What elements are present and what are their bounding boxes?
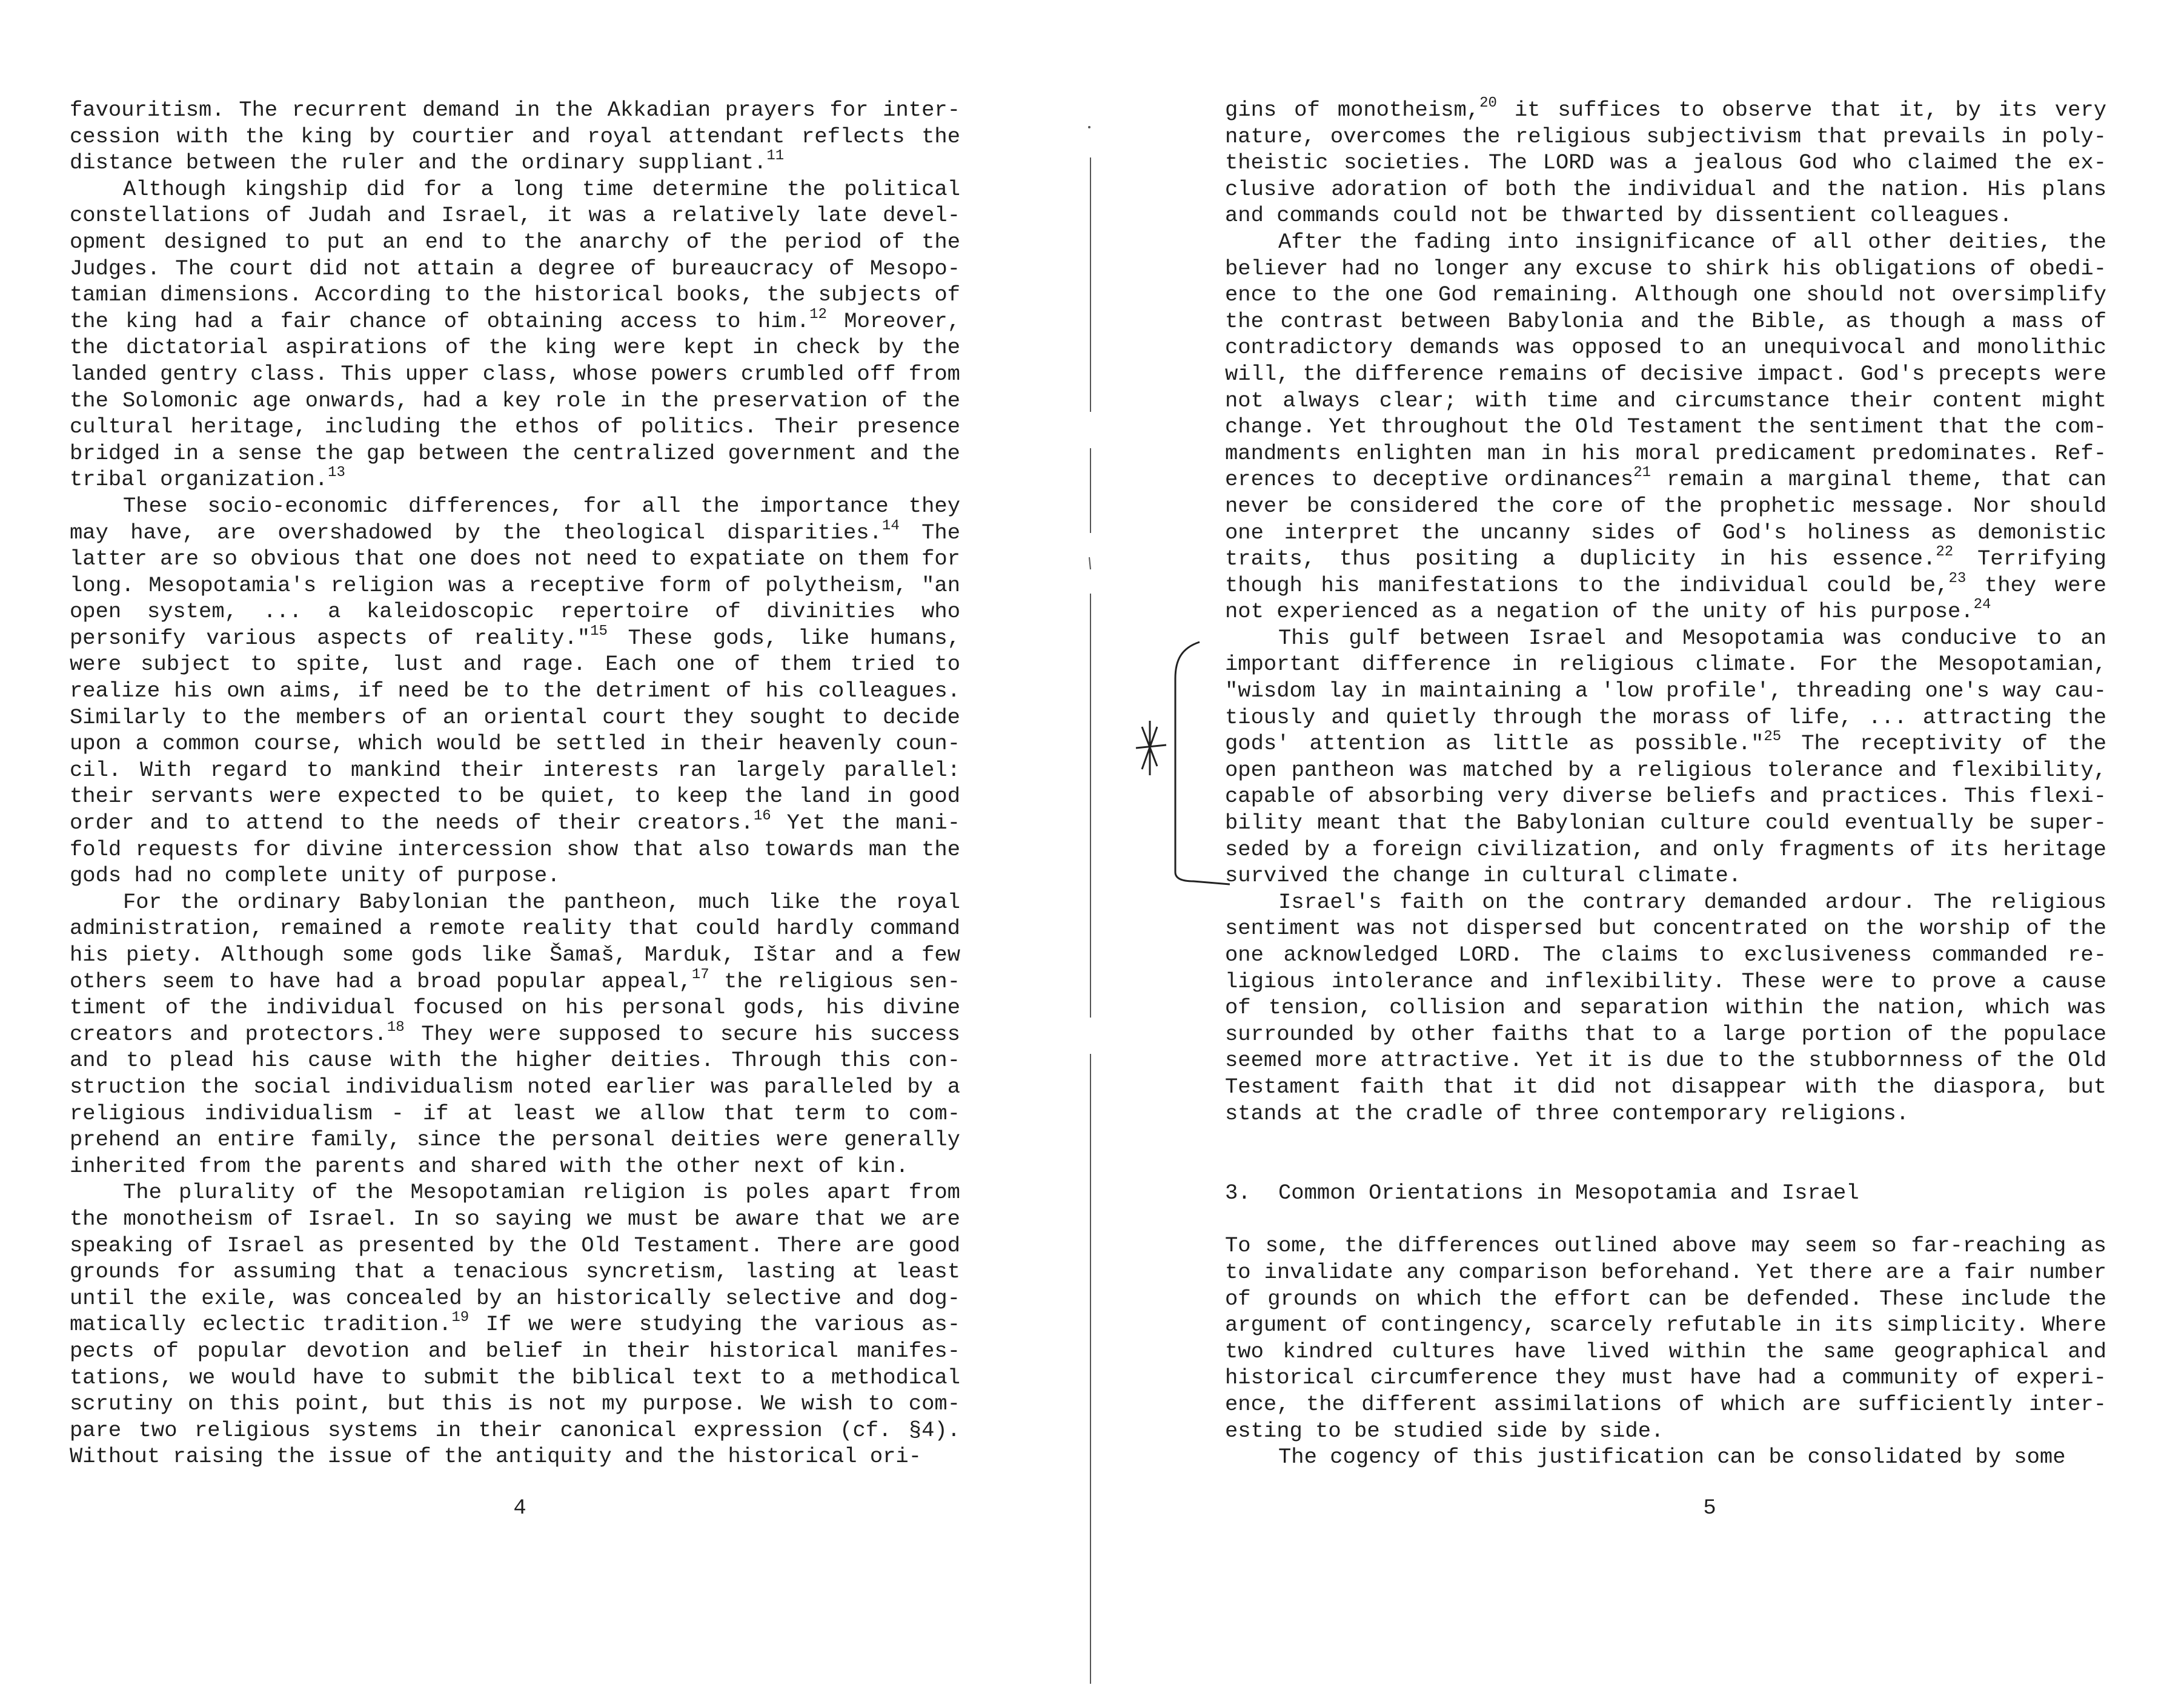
footnote-ref[interactable]: 20 bbox=[1479, 95, 1497, 112]
paragraph: These socio-economic differences, for all the importance they may have, are overshadowed by the theological disparities.$^{14}$ The latter are so obvious that one does not need to expatiate on them for long. Mesopotamia's religion was a receptive form of polytheism, "an open system, ... a kaleidoscopic repertoire of divinities who personify various aspects of reality."$^{15}$ These gods, like humans, were subject to spite, lust and rage. Each one of them tried to realize his own aims, if need be to the detriment of his colleagues. Similarly to the members of an oriental court they sought to decide upon a common course, which would be settled in their heavenly council. With regard to mankind their interests ran largely parallel: their servants were expected to be quiet, to keep the land in good order and to attend to the needs of their creators.$^{16}$ Yet the manifold requests for divine intercession show that also towards man the gods had no complete unity of purpose. bbox=[70, 493, 960, 889]
footnote-ref[interactable]: 18 bbox=[387, 1019, 405, 1036]
paragraph: This gulf between Israel and Mesopotamia was conducive to an important difference in religious climate. For the Mesopotamian, "wisdom lay in maintaining a 'low profile', threading one's way cautiously and quietly through the morass of life, ... attracting the gods' attention as little as possible."$^{25}$ The receptivity of the open pantheon was matched by a religious tolerance and flexibility, capable of absorbing very diverse beliefs and practices. This flexibility meant that the Babylonian culture could eventually be superseded by a foreign civilization, and only fragments of its heritage survived the change in cultural climate. bbox=[1225, 625, 2106, 889]
footnote-ref[interactable]: 15 bbox=[590, 623, 608, 640]
section-heading bbox=[1225, 1180, 2106, 1207]
paragraph: Israel's faith on the contrary demanded ardour. The religious sentiment was not dispersed but concentrated on the worship of the one acknowledged LORD. The claims to exclusiveness commanded religious intolerance and inflexibility. These were to prove a cause of tension, collision and separation within the nation, which was surrounded by other faiths that to a large portion of the populace seemed more attractive. Yet it is due to the stubbornness of the Old Testament faith that it did not disappear with the diaspora, but stands at the cradle of three contemporary religions. bbox=[1225, 889, 2106, 1126]
footnote-ref[interactable]: 19 bbox=[451, 1309, 470, 1326]
paragraph: favouritism. The recurrent demand in the Akkadian prayers for intercession with the king by courtier and royal attendant reflects the distance between the ruler and the ordinary suppliant.$^{11}$ bbox=[70, 98, 960, 176]
footnote-ref[interactable]: 21 bbox=[1633, 465, 1651, 482]
paragraph: After the fading into insignificance of all other deities, the believer had no longer any excuse to shirk his obligations of obedience to the one God remaining. Although one should not oversimplify the contrast between Babylonia and the Bible, as though a mass of contradictory demands was opposed to an unequivocal and monolithic will, the difference remains of decisive impact. God's precepts were not always clear; with time and circumstance their content might change. Yet throughout the Old Testament the sentiment that the commandments enlighten man in his moral predicament predominates. References to deceptive ordinances$^{21}$ remain a marginal theme, that can never be considered the core of the prophetic message. Nor should one interpret the uncanny sides of God's holiness as demonistic traits, thus positing a duplicity in his essence.$^{22}$ Terrifying though his manifestations to the individual could be,$^{23}$ they were not experienced as a negation of the unity of his purpose.$^{24}$ bbox=[1225, 229, 2106, 624]
section-number: 3. bbox=[1225, 1180, 1251, 1206]
paragraph: Although kingship did for a long time determine the political constellations of Judah and Israel, it was a relatively late development designed to put an end to the anarchy of the period of the Judges. The court did not attain a degree of bureaucracy of Mesopotamian dimensions. According to the historical books, the subjects of the king had a fair chance of obtaining access to him.$^{12}$ Moreover, the dictatorial aspirations of the king were kept in check by the landed gentry class. This upper class, whose powers crumbled off from the Solomonic age onwards, had a key role in the preservation of the cultural heritage, including the ethos of politics. Their presence bridged in a sense the gap between the centralized government and the tribal organization.$^{13}$ bbox=[70, 176, 960, 492]
right-text-column bbox=[1225, 97, 2106, 1471]
footnote-ref[interactable]: 12 bbox=[809, 306, 827, 323]
footnote-ref[interactable]: 22 bbox=[1936, 544, 1954, 561]
right-page bbox=[1092, 0, 2183, 1685]
paragraph: The plurality of the Mesopotamian religion is poles apart from the monotheism of Israel. In so saying we must be aware that we are speaking of Israel as presented by the Old Testament. There are good grounds for assuming that a tenacious syncretism, lasting at least until the exile, was concealed by an historically selective and dogmatically eclectic tradition.$^{19}$ If we were studying the various aspects of popular devotion and belief in their historical manifestations, we would have to submit the biblical text to a methodical scrutiny on this point, but this is not my purpose. We wish to compare two religious systems in their canonical expression (cf. §4). Without raising the issue of the antiquity and the historical ori- bbox=[70, 1180, 960, 1469]
page-number: 4 bbox=[513, 1495, 526, 1520]
paragraph: gins of monotheism,$^{20}$ it suffices to observe that it, by its very nature, overcomes the religious subjectivism that prevails in polytheistic societies. The LORD was a jealous God who claimed the exclusive adoration of both the individual and the nation. His plans and commands could not be thwarted by dissentient colleagues. bbox=[1225, 95, 2106, 228]
footnote-ref[interactable]: 14 bbox=[881, 517, 900, 534]
footnote-ref[interactable]: 13 bbox=[328, 465, 345, 482]
left-text-column bbox=[70, 97, 960, 1470]
paragraph: To some, the differences outlined above may seem so far-reaching as to invalidate any comparison beforehand. Yet there are a fair number of grounds on which the effort can be defended. These include the argument of contingency, scarcely refutable in its simplicity. Where two kindred cultures have lived within the same geographical and historical circumference they must have had a community of experience, the different assimilations of which are sufficiently interesting to be studied side by side. bbox=[1225, 1233, 2106, 1443]
footnote-ref[interactable]: 24 bbox=[1973, 597, 1991, 614]
footnote-ref[interactable]: 17 bbox=[691, 966, 709, 983]
paragraph: For the ordinary Babylonian the pantheon, much like the royal administration, remained a remote reality that could hardly command his piety. Although some gods like Šamaš, Marduk, Ištar and a few others seem to have had a broad popular appeal,$^{17}$ the religious sentiment of the individual focused on his personal gods, his divine creators and protectors.$^{18}$ They were supposed to secure his success and to plead his cause with the higher deities. Through this construction the social individualism noted earlier was paralleled by a religious individualism - if at least we allow that term to comprehend an entire family, since the personal deities were generally inherited from the parents and shared with the other next of kin. bbox=[70, 889, 960, 1179]
paragraph: The cogency of this justification can be consolidated by some bbox=[1278, 1445, 2066, 1470]
footnote-ref[interactable]: 25 bbox=[1764, 729, 1782, 746]
section-title: Common Orientations in Mesopotamia and Israel bbox=[1278, 1180, 1859, 1206]
page-number: 5 bbox=[1703, 1495, 1716, 1520]
footnote-ref[interactable]: 23 bbox=[1948, 570, 1967, 587]
footnote-ref[interactable]: 11 bbox=[766, 148, 785, 165]
footnote-ref[interactable]: 16 bbox=[753, 808, 771, 825]
